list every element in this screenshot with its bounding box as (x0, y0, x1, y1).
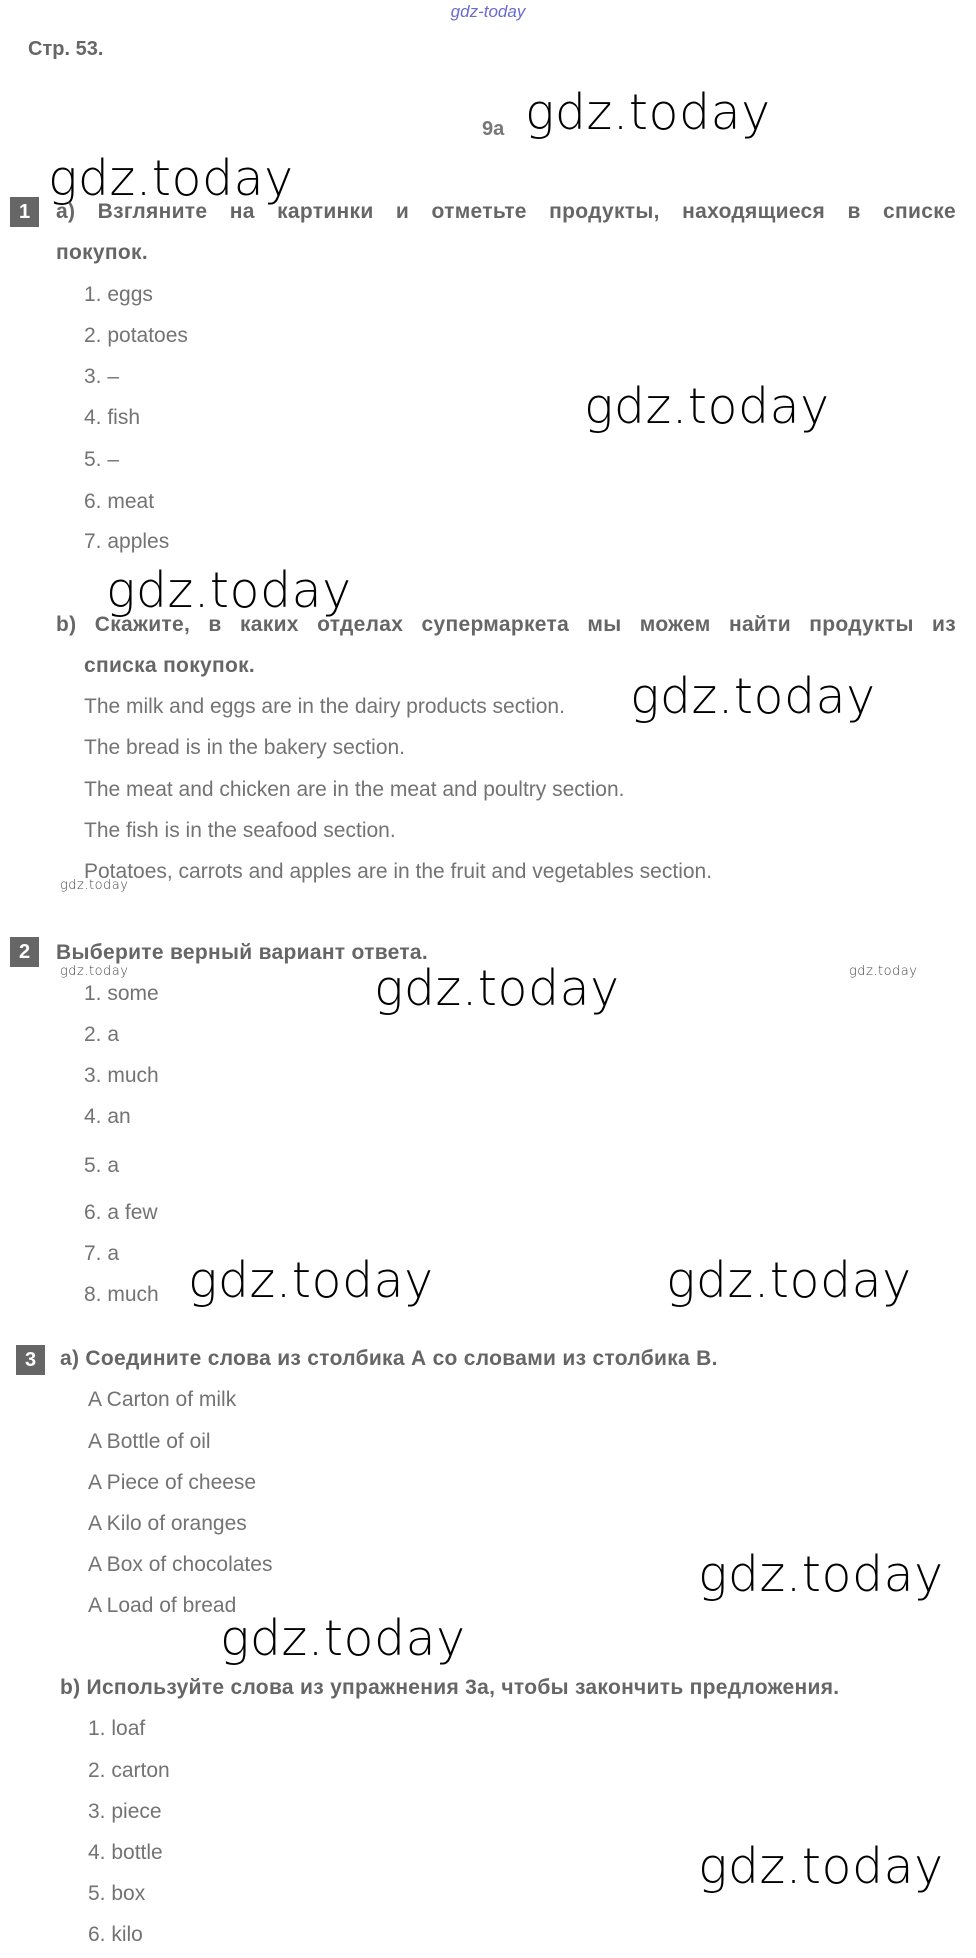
exercise-1b-heading-line2: списка покупок. (84, 654, 256, 677)
exercise-number-badge: 1 (10, 197, 39, 227)
list-item: 6. a few (84, 1201, 158, 1224)
list-item: 3. – (84, 365, 120, 388)
list-item: 4. an (84, 1105, 131, 1128)
watermark: gdz.today (584, 378, 830, 435)
watermark: gdz.today (525, 84, 771, 141)
list-item: 3. much (84, 1064, 159, 1087)
list-item: A Kilo of oranges (88, 1512, 247, 1535)
list-item: 2. potatoes (84, 324, 188, 347)
list-item: 5. a (84, 1154, 120, 1177)
list-item: The milk and eggs are in the dairy products section. (84, 695, 565, 718)
watermark: gdz.today (188, 1252, 434, 1309)
list-item: 5. – (84, 448, 120, 471)
watermark: gdz.today (374, 960, 620, 1017)
list-item: The bread is in the bakery section. (84, 736, 406, 759)
watermark: gdz.today (849, 964, 918, 979)
list-item: A Piece of cheese (88, 1471, 257, 1494)
page-number: Стр. 53. (28, 38, 104, 60)
list-item: 7. a (84, 1242, 120, 1265)
exercise-1a-heading-line1: а) Взгляните на картинки и отметьте продукты, находящиеся в списке (56, 200, 956, 223)
exercise-number-badge: 2 (10, 937, 39, 967)
watermark: gdz.today (698, 1838, 944, 1895)
list-item: 1. eggs (84, 283, 153, 306)
watermark: gdz.today (106, 562, 352, 619)
watermark: gdz.today (220, 1610, 466, 1667)
exercise-3a-heading: а) Соедините слова из столбика А со словами из столбика В. (60, 1347, 718, 1370)
exercise-1a-heading-line2: покупок. (56, 241, 148, 264)
list-item: 1. some (84, 982, 159, 1005)
list-item: A Box of chocolates (88, 1553, 273, 1576)
list-item: 8. much (84, 1283, 159, 1306)
exercise-1b-heading-line1: b) Скажите, в каких отделах супермаркета мы можем найти продукты из (56, 613, 956, 636)
list-item: A Carton of milk (88, 1388, 237, 1411)
list-item: 3. piece (88, 1800, 162, 1823)
list-item: 6. meat (84, 490, 155, 513)
list-item: 7. apples (84, 530, 170, 553)
list-item: 5. box (88, 1882, 146, 1905)
list-item: 6. kilo (88, 1923, 143, 1946)
exercise-3b-heading: b) Используйте слова из упражнения 3а, чтобы закончить предложения. (60, 1676, 840, 1699)
list-item: 2. a (84, 1023, 120, 1046)
section-label: 9a (482, 118, 505, 140)
list-item: Potatoes, carrots and apples are in the fruit and vegetables section. (84, 860, 713, 883)
watermark: gdz.today (666, 1252, 912, 1309)
list-item: The fish is in the seafood section. (84, 819, 396, 842)
list-item: 4. bottle (88, 1841, 163, 1864)
watermark: gdz.today (60, 878, 129, 893)
exercise-number-badge: 3 (16, 1345, 45, 1375)
watermark: gdz.today (698, 1546, 944, 1603)
list-item: A Bottle of oil (88, 1430, 211, 1453)
list-item: 2. carton (88, 1759, 170, 1782)
list-item: 4. fish (84, 406, 141, 429)
list-item: The meat and chicken are in the meat and poultry section. (84, 778, 625, 801)
list-item: A Load of bread (88, 1594, 237, 1617)
exercise-2-heading: Выберите верный вариант ответа. (56, 941, 429, 964)
list-item: 1. loaf (88, 1717, 146, 1740)
watermark: gdz.today (60, 964, 129, 979)
watermark: gdz.today (630, 668, 876, 725)
top-watermark: gdz-today (450, 2, 526, 21)
watermark: gdz.today (48, 150, 294, 207)
